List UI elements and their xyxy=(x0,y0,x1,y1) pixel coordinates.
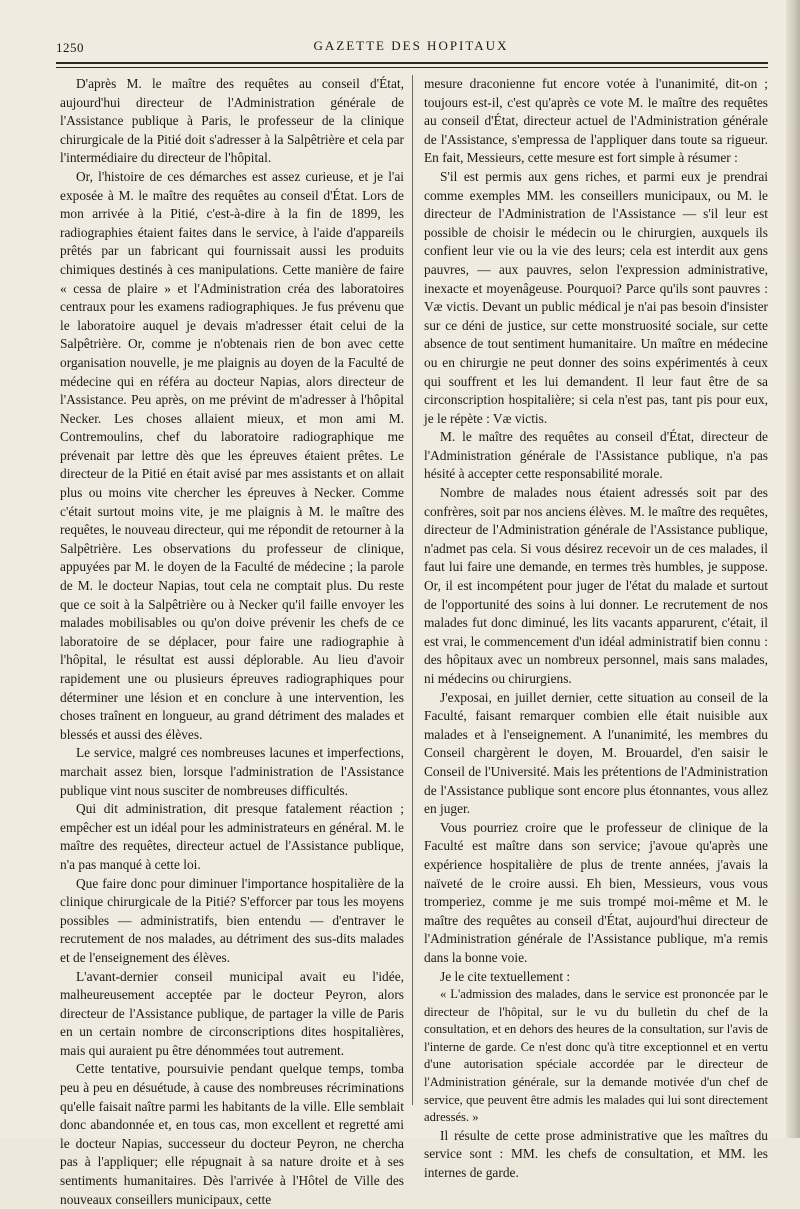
paragraph: D'après M. le maître des requêtes au conseil d'État, aujourd'hui directeur de l'Administration générale de l'Assistance publique à Paris, le professeur de la clinique chirurgicale de la Pitié doit s'adresser à la Salpêtrière et cela par l'intermédiaire du directeur de l'hôpital. xyxy=(60,76,404,166)
page-number: 1250 xyxy=(56,40,84,55)
paragraph: Le service, malgré ces nombreuses lacunes et imperfections, marchait assez bien, lorsque l'administration de l'Assistance publique vint nous susciter de nombreuses difficultés. xyxy=(60,745,404,798)
header-rule-thick xyxy=(56,62,768,64)
header-rule-thin xyxy=(56,67,768,68)
paragraph: S'il est permis aux gens riches, et parmi eux je prendrai comme exemples MM. les conseillers municipaux, ou M. le directeur de l'Administration de l'Assistance — s'il leur est possible de choisir le médecin ou le chirurgien, auxquels ils confient leur vie ou la vie des leurs; cela est interdit aux gens pauvres, — aux pauvres, selon l'expression administrative, inexacte et moyenâgeuse. Pourquoi? Parce qu'ils sont pauvres : Væ victis. Devant un public médical je n'ai pas besoin d'insister sur ce déni de justice, sur cette monstruosité sociale, sur cette absence de tout sentiment humanitaire. Un maître en médecine ou en chirurgie ne peut donner des soins expérimentés à ceux qui souffrent et les lui demandent. Il leur faut être de sa circonscription hospitalière; si cela n'est pas, tant pis pour eux, je le répète : Væ victis. xyxy=(424,168,768,426)
paragraph: Nombre de malades nous étaient adressés soit par des confrères, soit par nos anciens élèves. M. le maître des requêtes, directeur de l'Administration générale de l'Assistance publique, n'admet pas cela. Si vous désirez recevoir un de ces malades, il faut lui faire une demande, en termes très humbles, je suppose. Or, il est incompétent pour juger de l'état du malade et surtout de l'opportunité des soins à lui donner. Le recrutement de nos malades fut donc diminué, les lits vacants apparurent, c'était, il est vrai, le commencement d'un idéal administratif bien connu : des hôpitaux avec un nombreux personnel, mais sans malades, ni médecins ou chirurgiens. xyxy=(424,485,768,686)
paragraph: J'exposai, en juillet dernier, cette situation au conseil de la Faculté, faisant remarquer combien elle était nuisible aux malades et à l'enseignement. A l'unanimité, les membres du Conseil chargèrent le doyen, M. Brouardel, d'en saisir le Conseil de l'Université. Mais les prétentions de l'Administration de l'Assistance publique sont encore plus étonnantes, vous allez en juger. xyxy=(424,689,768,817)
paragraph: L'avant-dernier conseil municipal avait eu l'idée, malheureusement acceptée par le docteur Peyron, alors directeur de l'Assistance publique, de partager la ville de Paris en un certain nombre de circonscriptions dites hospitalières, mais qui auraient pu être dénommées tout autrement. xyxy=(60,968,404,1058)
left-column xyxy=(60,75,404,1207)
paragraph: Qui dit administration, dit presque fatalement réaction ; empêcher est un idéal pour les administrateurs en général. M. le maître des requêtes, directeur actuel de l'Assistance publique, n'a pas manqué à cette loi. xyxy=(60,801,404,872)
right-column xyxy=(424,75,768,1181)
running-title: GAZETTE DES HOPITAUX xyxy=(313,38,509,53)
paragraph: Vous pourriez croire que le professeur de clinique de la Faculté est maître dans son service; j'avoue qu'après une expérience hospitalière de plus de trente années, j'avais la naïveté de le croire aussi. Eh bien, Messieurs, vous vous tromperiez, comme je me suis trompé moi-même et M. le maître des requêtes au conseil d'État, aujourd'hui directeur de l'Administration générale de l'Assistance publique, m'a remis dans la bonne voie. xyxy=(424,819,768,965)
paragraph: Or, l'histoire de ces démarches est assez curieuse, et je l'ai exposée à M. le maître des requêtes au conseil d'État. Lors de mon arrivée à la Pitié, c'est-à-dire à la fin de 1899, les radiographies étaient faites dans le service, à l'aide d'appareils prêtés par un fabricant qui fournissait aussi les produits chimiques destinés à ces manipulations. Cette manière de faire « cessa de plaire » et l'Administration créa des laboratoires centraux pour les examens radiographiques. Je fus prévenu que le laboratoire auquel je devais m'adresser était celui de la Salpêtrière. Or, comme je n'obtenais rien de bon avec cette organisation nouvelle, je me plaignis au doyen de la Faculté de médecine qui en référa au docteur Napias, alors directeur de l'Assistance. Peu après, on me prévint de m'adresser à l'hôpital Necker. Les choses allaient mieux, et mon ami M. Contremoulins, chef du laboratoire radiographique me prévenait par lettre dès que les épreuves étaient prêtes. Le directeur de la Pitié en était avisé par mes assistants et on allait plus ou moins vite chercher les épreuves à Necker. Comme c'était surtout moins vite, je me plaignis à M. le maître des requêtes, le nouveau directeur, qui me répondit de retourner à la Salpêtrière. Les observations du professeur de clinique, appuyées par M. le doyen de la Faculté de médecine ; la parole de M. le docteur Napias, tout cela ne comptait plus. Du reste que ce soit à la Salpêtrière ou à Necker qu'il faille envoyer les malades mobilisables ou qu'on doive prévenir les chefs de ce laboratoire de se déplacer, pour faire une radiographie à l'hôpital, le résultat est aussi déplorable. Au lieu d'avoir rapidement une ou plusieurs épreuves radiographiques pour déterminer une lésion et en conclure à une intervention, les choses traînent en longueur, au grand détriment des malades et blessés et aussi des élèves. xyxy=(60,168,404,742)
quotation-paragraph: « L'admission des malades, dans le service est prononcée par le directeur de l'hôpital, sur le vu du bulletin du chef de la consultation, et en dehors des heures de la consultation, sur l'avis de l'interne de garde. Ce n'est donc qu'à titre exceptionnel et en vertu d'une autorisation spéciale accordée par le directeur de l'Administration générale, sur la demande motivée d'un chef de service, que peuvent être admis les malades qui lui sont directement adressés. » xyxy=(424,987,768,1125)
paragraph: Je le cite textuellement : xyxy=(440,968,571,984)
paragraph: M. le maître des requêtes au conseil d'État, directeur de l'Administration générale de l'Assistance publique, n'a pas hésité à accepter cette responsabilité morale. xyxy=(424,429,768,482)
paragraph: mesure draconienne fut encore votée à l'unanimité, dit-on ; toujours est-il, c'est qu'après ce vote M. le maître des requêtes au conseil d'État, directeur actuel de l'Administration générale de l'Assistance, s'empressa de l'appliquer dans toute sa rigueur. En fait, Messieurs, cette mesure est fort simple à résumer : xyxy=(424,76,768,166)
page-header xyxy=(56,36,766,56)
paragraph: Cette tentative, poursuivie pendant quelque temps, tomba peu à peu en désuétude, à cause des nombreuses récriminations qu'elle faisait naître parmi les habitants de la ville. Elle semblait donc abandonnée et, en tous cas, mon excellent et regretté ami le docteur Napias, successeur du docteur Peyron, ne chercha pas à l'appliquer; elle répugnait à sa nature droite et à ses sentiments humanitaires. Dès l'arrivée à l'Hôtel de Ville des nouveaux conseillers municipaux, cette xyxy=(60,1061,404,1207)
column-divider xyxy=(412,75,413,1105)
page-edge-shadow xyxy=(786,0,800,1138)
paragraph: Il résulte de cette prose administrative que les maîtres du service sont : MM. les chefs de consultation, et MM. les internes de garde. xyxy=(424,1127,768,1181)
paragraph: Que faire donc pour diminuer l'importance hospitalière de la clinique chirurgicale de la Pitié? S'efforcer par tous les moyens possibles — administratifs, bien entendu — d'entraver le recrutement de nos malades, au détriment des sus-dits malades et de l'enseignement des élèves. xyxy=(60,875,404,965)
